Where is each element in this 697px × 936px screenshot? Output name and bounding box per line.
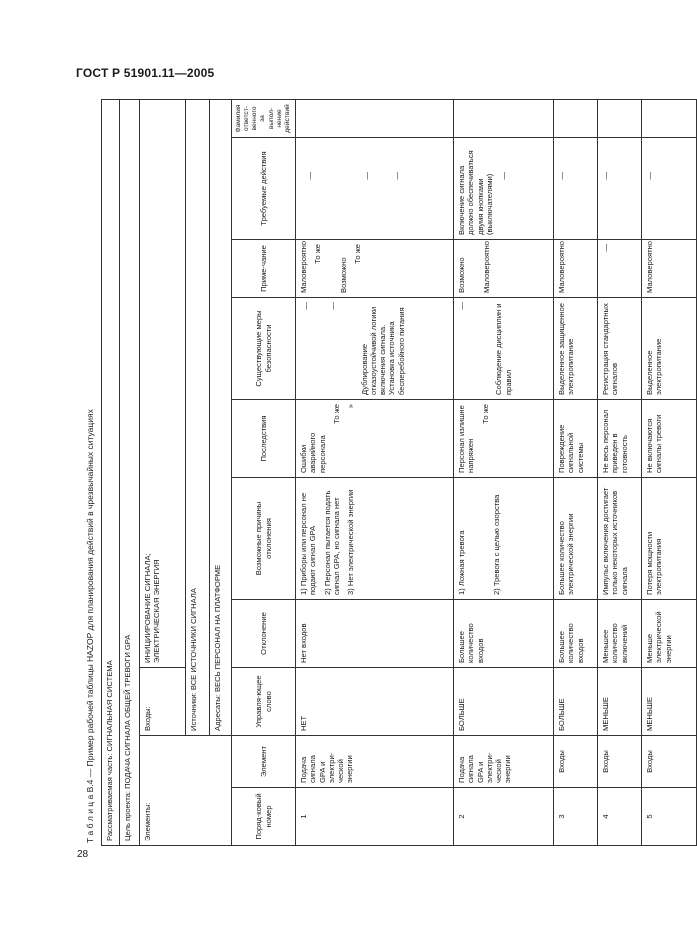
measure-item: — xyxy=(457,302,466,310)
note-item: Маловероятно xyxy=(482,241,492,293)
row-deviation: Большее количество входов xyxy=(554,600,598,668)
hazop-table-wrapper xyxy=(101,100,673,846)
note-item: Возможно xyxy=(338,257,348,293)
info-goal: Цель проекта: ПОДАЧА СИГНАЛА ОБЩЕЙ ТРЕВОГИ GPA xyxy=(120,99,140,845)
row-consequences xyxy=(454,400,554,478)
row-word: НЕТ xyxy=(296,668,454,736)
consequence-item: То же xyxy=(480,404,490,424)
note-item: То же xyxy=(352,244,362,264)
row-responsible xyxy=(296,99,454,137)
row-measures: Выделенное электропитание xyxy=(642,298,697,400)
column-header: Существующие меры безопасности xyxy=(232,298,296,400)
column-header: Последствия xyxy=(232,400,296,478)
row-responsible xyxy=(642,99,697,137)
action-item: — xyxy=(362,172,372,180)
row-measures: Выделенное защищенное электропитание xyxy=(554,298,598,400)
row-word: БОЛЬШЕ xyxy=(454,668,554,736)
row-element: Входы xyxy=(598,736,642,788)
measure-item: — xyxy=(301,302,310,310)
row-word: БОЛЬШЕ xyxy=(554,668,598,736)
info-sources: Источники: ВСЕ ИСТОЧНИКИ СИГНАЛА xyxy=(186,99,210,735)
row-deviation: Большее количество входов xyxy=(454,600,554,668)
row-number: 2 xyxy=(454,788,554,846)
consequence-item: Ошибки аварийного персонала xyxy=(299,432,327,473)
row-number: 3 xyxy=(554,788,598,846)
row-consequences xyxy=(296,400,454,478)
row-measures xyxy=(454,298,554,400)
column-header: Фамилия ответст-венного за выпол-нение действий xyxy=(232,99,296,137)
row-word: МЕНЬШЕ xyxy=(642,668,697,736)
measure-item: — xyxy=(328,302,338,310)
column-header: Элемент xyxy=(232,736,296,788)
table-row xyxy=(598,99,642,845)
row-element: Подача сигнала GPA и электри-ческой энергии xyxy=(296,736,454,788)
table-caption: Т а б л и ц а В.4 — Пример рабочей таблицы HAZOP для планирования действий в чрезвычайных ситуациях xyxy=(85,409,95,843)
hazop-table xyxy=(101,99,697,846)
row-notes: Маловероятно xyxy=(642,240,697,298)
row-deviation: Меньше электрической энергии xyxy=(642,600,697,668)
table-row xyxy=(554,99,598,845)
table-header-row xyxy=(232,99,296,845)
column-header: Возможные причины отклонения xyxy=(232,478,296,600)
cause-item: 1) Приборы или персонал не подают сигнал GPA xyxy=(299,492,318,595)
consequence-item: То же xyxy=(331,404,341,424)
row-causes: Импульс включения достигает только некоторых источников сигнала xyxy=(598,478,642,600)
row-responsible xyxy=(598,99,642,137)
info-elements-label: Элементы: xyxy=(140,736,232,846)
row-actions: — xyxy=(554,138,598,240)
action-item: — xyxy=(305,172,314,180)
document-header: ГОСТ Р 51901.11—2005 xyxy=(76,66,215,80)
consequence-item: » xyxy=(346,404,355,409)
row-causes xyxy=(296,478,454,600)
action-item: Включение сигнала должно обеспечиваться двумя кнопками (выключателями) xyxy=(457,150,494,235)
note-item: То же xyxy=(313,244,323,264)
row-measures: Регистрация стандартных сигналов xyxy=(598,298,642,400)
note-item: Маловероятно xyxy=(299,241,308,293)
info-addressees: Адресаты: ВЕСЬ ПЕРСОНАЛ НА ПЛАТФОРМЕ xyxy=(210,99,232,735)
row-notes: — xyxy=(598,240,642,298)
info-init-line1: ИНИЦИИРОВАНИЕ СИГНАЛА; xyxy=(143,553,152,663)
row-causes: Большее количество электрической энергии xyxy=(554,478,598,600)
row-actions: — xyxy=(642,138,697,240)
measure-item: Соблюдение дисциплин и правил xyxy=(494,303,513,395)
consequence-item: Персонал излишне напряжен xyxy=(457,405,476,473)
row-actions: — xyxy=(598,138,642,240)
row-consequences: Не включаются сигналы тревоги xyxy=(642,400,697,478)
page-number: 28 xyxy=(77,849,89,860)
cause-item: 2) Персонал пытается подать сигнал GPA, но сигнала нет xyxy=(322,490,341,595)
column-header: Управля-ющее слово xyxy=(232,668,296,736)
table-row xyxy=(642,99,697,845)
row-deviation: Нет входов xyxy=(296,600,454,668)
cause-item: 1) Ложная тревога xyxy=(457,530,466,595)
row-causes: Потеря мощности электропитания xyxy=(642,478,697,600)
row-element: Входы xyxy=(642,736,697,788)
row-number: 4 xyxy=(598,788,642,846)
row-actions xyxy=(296,138,454,240)
measure-item: Дублирование отказоустойчивой логики включения сигнала. Установка источника бесперебойного питания xyxy=(359,306,406,395)
row-notes: Маловероятно xyxy=(554,240,598,298)
cause-item: 3) Нет электрической энергии xyxy=(346,489,355,595)
info-inputs-label: Входы: xyxy=(140,668,186,736)
column-header: Поряд-ковый номер xyxy=(232,788,296,846)
row-consequences: Повреждение сигнальной системы xyxy=(554,400,598,478)
row-notes xyxy=(454,240,554,298)
table-row xyxy=(454,99,554,845)
action-item: — xyxy=(391,172,401,180)
row-number: 5 xyxy=(642,788,697,846)
info-init-line2: ЭЛЕКТРИЧЕСКАЯ ЭНЕРГИЯ xyxy=(152,559,162,663)
note-item: Возможно xyxy=(457,257,466,293)
row-notes xyxy=(296,240,454,298)
column-header: Требуемые действия xyxy=(232,138,296,240)
row-element: Подача сигнала GPA и электри-ческой энергии xyxy=(454,736,554,788)
row-responsible xyxy=(454,99,554,137)
row-deviation: Меньшее количество включений xyxy=(598,600,642,668)
row-measures xyxy=(296,298,454,400)
row-responsible xyxy=(554,99,598,137)
row-actions xyxy=(454,138,554,240)
row-causes xyxy=(454,478,554,600)
row-word: МЕНЬШЕ xyxy=(598,668,642,736)
row-element: Входы xyxy=(554,736,598,788)
action-item: — xyxy=(499,172,508,180)
info-init xyxy=(140,99,186,667)
info-part: Рассматриваемая часть: СИГНАЛЬНАЯ СИСТЕМА xyxy=(102,99,120,845)
column-header: Отклонение xyxy=(232,600,296,668)
row-consequences: Не весь персонал приведен в готовность xyxy=(598,400,642,478)
column-header: Приме-чание xyxy=(232,240,296,298)
row-number: 1 xyxy=(296,788,454,846)
cause-item: 2) Тревога с целью озорства xyxy=(492,494,502,595)
table-row xyxy=(296,99,454,845)
